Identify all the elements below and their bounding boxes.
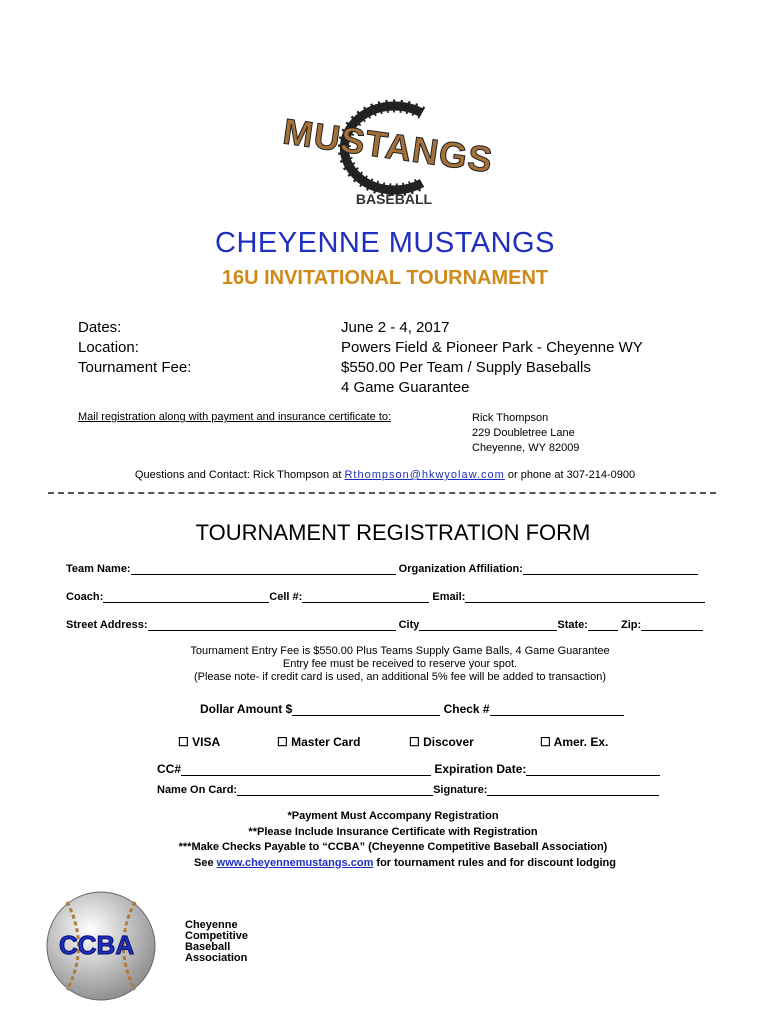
address-row <box>66 619 716 631</box>
cc-label: CC# <box>157 762 182 776</box>
ccba-line-3: Baseball <box>185 941 231 953</box>
mail-street: 229 Doubletree Lane <box>472 427 575 439</box>
team-name-field[interactable] <box>131 574 396 575</box>
location-value: Powers Field & Pioneer Park - Cheyenne WY <box>341 339 643 356</box>
fee-note-2: Entry fee must be received to reserve your spot. <box>282 658 518 670</box>
ccba-line-2: Competitive <box>185 930 248 942</box>
page-title: CHEYENNE MUSTANGS <box>215 227 555 259</box>
checkbox-icon[interactable]: ☐ <box>540 735 551 749</box>
option-mastercard[interactable]: ☐ Master Card <box>277 735 361 749</box>
expiration-label: Expiration Date: <box>434 762 527 776</box>
zip-label: Zip: <box>620 619 642 631</box>
fee-note-1: Tournament Entry Fee is $550.00 Plus Teams Supply Game Balls, 4 Game Guarantee <box>190 645 610 657</box>
coach-row <box>66 591 716 603</box>
ccba-line-1: Cheyenne <box>185 919 238 931</box>
city-label: City <box>398 619 420 631</box>
footer-note-4: See www.cheyennemustangs.com for tournament rules and for discount lodging <box>194 856 616 869</box>
checkbox-icon[interactable]: ☐ <box>409 735 420 749</box>
dollar-label: Dollar Amount $ <box>200 702 293 716</box>
street-field[interactable] <box>148 630 396 631</box>
mustangs-logo <box>272 95 504 215</box>
zip-field[interactable] <box>641 630 703 631</box>
signature-field[interactable] <box>487 795 659 796</box>
dollar-field[interactable] <box>292 715 440 716</box>
city-field[interactable] <box>419 630 557 631</box>
cc-field[interactable] <box>181 775 431 776</box>
org-field[interactable] <box>523 574 698 575</box>
expiration-field[interactable] <box>526 775 660 776</box>
state-label: State: <box>557 619 588 631</box>
check-field[interactable] <box>490 715 624 716</box>
option-amex[interactable]: ☐ Amer. Ex. <box>540 735 609 749</box>
street-label: Street Address: <box>66 619 148 631</box>
checkbox-icon[interactable]: ☐ <box>277 735 288 749</box>
mail-instruction: Mail registration along with payment and insurance certificate to: <box>78 411 392 423</box>
email-field[interactable] <box>465 602 705 603</box>
coach-label: Coach: <box>66 591 104 603</box>
signature-label: Signature: <box>433 784 488 796</box>
logo-sub: BASEBALL <box>355 191 433 207</box>
check-label: Check # <box>443 702 490 716</box>
ccba-badge: CCBA <box>59 930 135 960</box>
footer-note-2: **Please Include Insurance Certificate with Registration <box>248 825 538 838</box>
page-subtitle: 16U INVITATIONAL TOURNAMENT <box>221 267 549 289</box>
team-row <box>66 563 716 575</box>
fee-label: Tournament Fee: <box>78 359 192 376</box>
footer-notes <box>0 809 770 871</box>
footer-note-3: ***Make Checks Payable to “CCBA” (Cheyenne Competitive Baseball Association) <box>178 841 608 853</box>
ccba-logo <box>45 890 157 1002</box>
footer-note-1: *Payment Must Accompany Registration <box>287 810 499 822</box>
name-on-card-field[interactable] <box>237 795 433 796</box>
dates-value: June 2 - 4, 2017 <box>341 319 450 336</box>
logo-word: MUSTANGS <box>280 110 496 181</box>
mail-name: Rick Thompson <box>472 412 549 424</box>
email-label: Email: <box>432 591 466 603</box>
form-title: TOURNAMENT REGISTRATION FORM <box>195 520 591 545</box>
contact-prefix: Questions and Contact: Rick Thompson at <box>134 469 342 481</box>
fee-note-3: (Please note- if credit card is used, an additional 5% fee will be added to transaction) <box>193 671 607 683</box>
option-visa[interactable]: ☐ VISA <box>178 735 221 749</box>
location-label: Location: <box>78 339 139 356</box>
contact-email-link[interactable]: Rthompson@hkwyolaw.com <box>344 469 505 481</box>
website-link[interactable]: www.cheyennemustangs.com <box>216 856 374 869</box>
checkbox-icon[interactable]: ☐ <box>178 735 189 749</box>
name-on-card-label: Name On Card: <box>157 784 238 796</box>
state-field[interactable] <box>588 630 618 631</box>
dashed-divider <box>48 492 716 494</box>
contact-suffix: or phone at 307-214-0900 <box>507 469 636 481</box>
fee-notes <box>0 645 770 684</box>
dates-label: Dates: <box>78 319 122 336</box>
guarantee-value: 4 Game Guarantee <box>341 379 470 396</box>
coach-field[interactable] <box>103 602 269 603</box>
mail-city: Cheyenne, WY 82009 <box>472 442 580 454</box>
contact-line <box>0 469 770 481</box>
team-name-label: Team Name: <box>66 563 131 575</box>
cell-label: Cell #: <box>269 591 303 603</box>
org-label: Organization Affiliation: <box>398 563 523 575</box>
cell-field[interactable] <box>302 602 429 603</box>
option-discover[interactable]: ☐ Discover <box>409 735 474 749</box>
ccba-line-4: Association <box>185 952 248 964</box>
fee-value: $550.00 Per Team / Supply Baseballs <box>341 359 591 376</box>
